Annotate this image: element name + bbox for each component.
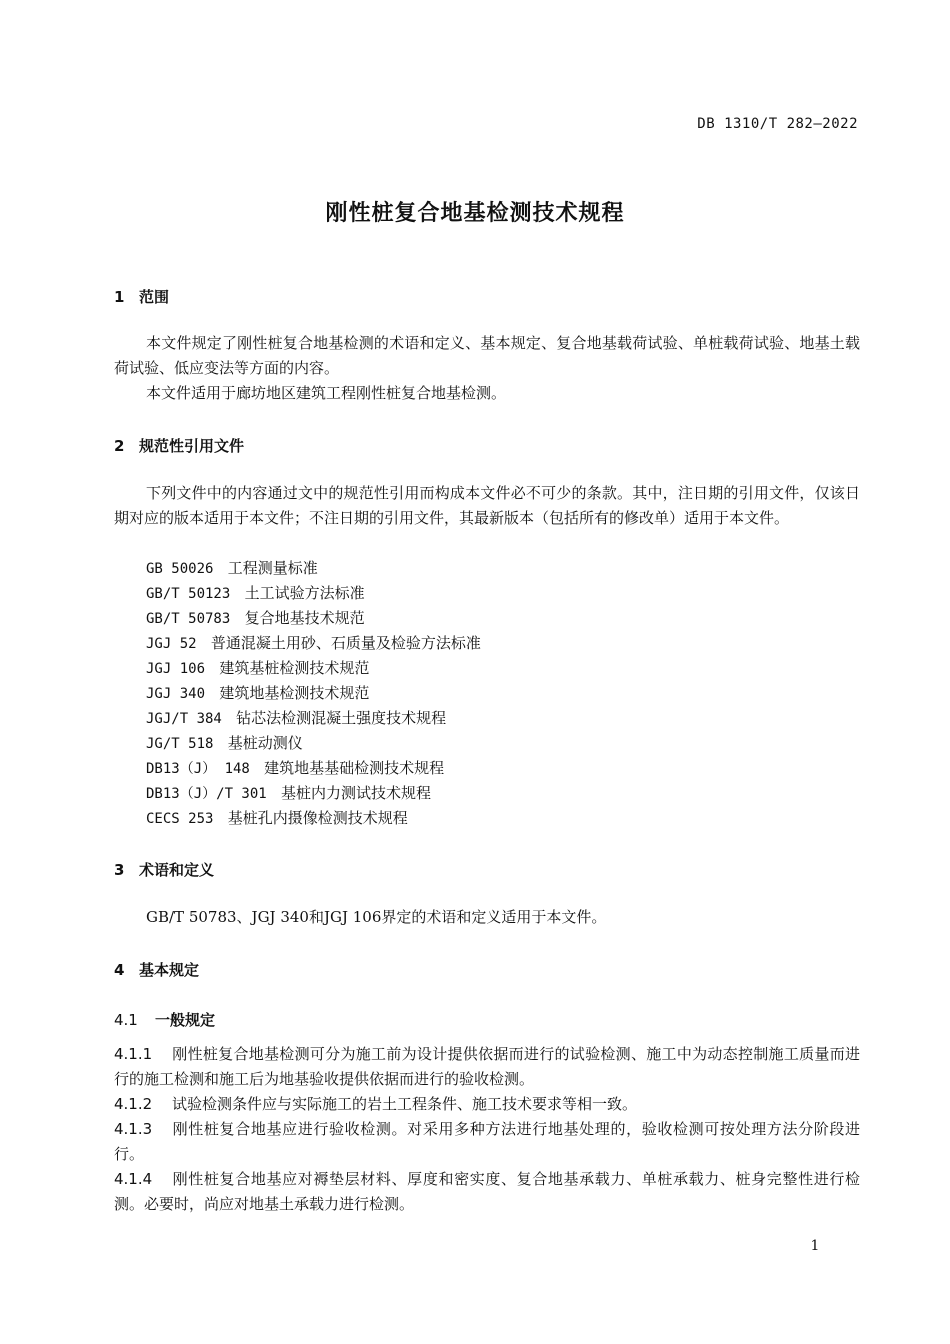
paragraph: 下列文件中的内容通过文中的规范性引用而构成本文件必不可少的条款。其中，注日期的引用文件，仅该日期对应的版本适用于本文件；不注日期的引用文件，其最新版本（包括所有的修改单）适用于本文件。 <box>114 484 860 527</box>
paragraph: 本文件适用于廊坊地区建筑工程刚性桩复合地基检测。 <box>146 384 507 402</box>
clause <box>114 1092 860 1117</box>
clause <box>114 1042 860 1092</box>
section-number: 2 <box>114 437 125 455</box>
section-heading-normative-references <box>114 435 244 456</box>
reference-item: DB13（J） 148 建筑地基基础检测技术规程 <box>146 759 445 777</box>
clause-number: 4.1.3 <box>114 1120 153 1138</box>
reference-item: JGJ 52 普通混凝土用砂、石质量及检验方法标准 <box>146 634 481 652</box>
section-title: 术语和定义 <box>139 861 215 879</box>
section-number: 3 <box>114 861 125 879</box>
section-heading-terms <box>114 859 214 880</box>
clause <box>114 1167 860 1217</box>
section-heading-basic-provisions <box>114 959 199 980</box>
clause <box>114 1117 860 1167</box>
reference-item: DB13（J）/T 301 基桩内力测试技术规程 <box>146 784 432 802</box>
clause-text: 刚性桩复合地基应进行验收检测。对采用多种方法进行地基处理的，验收检测可按处理方法分阶段进行。 <box>114 1120 860 1163</box>
reference-item: GB 50026 工程测量标准 <box>146 559 318 577</box>
clause-number: 4.1.2 <box>114 1095 153 1113</box>
section-title: 规范性引用文件 <box>139 437 245 455</box>
reference-item: GB/T 50783 复合地基技术规范 <box>146 609 365 627</box>
clause-text: 刚性桩复合地基检测可分为施工前为设计提供依据而进行的试验检测、施工中为动态控制施工质量而进行的施工检测和施工后为地基验收提供依据而进行的验收检测。 <box>114 1045 860 1088</box>
clause-number: 4.1.4 <box>114 1170 153 1188</box>
document-number: DB 1310/T 282—2022 <box>697 116 858 132</box>
page-number: 1 <box>810 1238 820 1254</box>
reference-item: JGJ 340 建筑地基检测技术规范 <box>146 684 370 702</box>
paragraph: GB/T 50783、JGJ 340和JGJ 106界定的术语和定义适用于本文件。 <box>146 908 607 926</box>
clause-text: 试验检测条件应与实际施工的岩土工程条件、施工技术要求等相一致。 <box>172 1095 638 1113</box>
reference-item: JG/T 518 基桩动测仪 <box>146 734 303 752</box>
section-heading-scope <box>114 286 169 307</box>
reference-item: CECS 253 基桩孔内摄像检测技术规程 <box>146 809 408 827</box>
reference-item: JGJ 106 建筑基桩检测技术规范 <box>146 659 370 677</box>
clause-number: 4.1.1 <box>114 1045 153 1063</box>
section-number: 4 <box>114 961 125 979</box>
subsection-number: 4.1 <box>114 1011 138 1029</box>
subsection-title: 一般规定 <box>155 1011 216 1029</box>
reference-item: JGJ/T 384 钻芯法检测混凝土强度技术规程 <box>146 709 447 727</box>
reference-item: GB/T 50123 土工试验方法标准 <box>146 584 365 602</box>
page-title: 刚性桩复合地基检测技术规程 <box>325 201 625 226</box>
subsection-heading <box>114 1009 215 1030</box>
section-title: 范围 <box>139 288 170 306</box>
paragraph: 本文件规定了刚性桩复合地基检测的术语和定义、基本规定、复合地基载荷试验、单桩载荷试验、地基土载荷试验、低应变法等方面的内容。 <box>114 334 860 377</box>
clause-text: 刚性桩复合地基应对褥垫层材料、厚度和密实度、复合地基承载力、单桩承载力、桩身完整性进行检测。必要时，尚应对地基土承载力进行检测。 <box>114 1170 860 1213</box>
section-number: 1 <box>114 288 125 306</box>
section-title: 基本规定 <box>139 961 200 979</box>
